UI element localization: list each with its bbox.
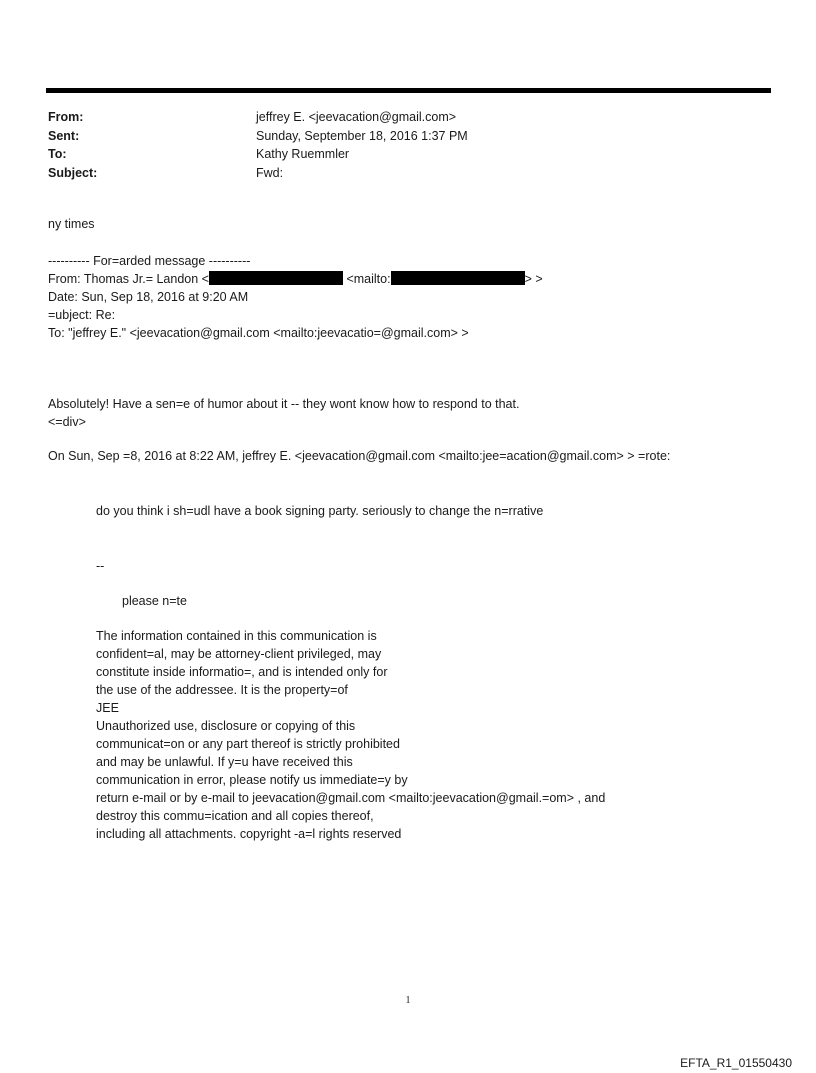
redaction-block bbox=[391, 271, 525, 285]
disclaimer-line: Unauthorized use, disclosure or copying of this bbox=[96, 719, 356, 733]
page-number: 1 bbox=[405, 995, 411, 1006]
subject-value: Fwd: bbox=[256, 165, 284, 180]
from-value: jeffrey E. <jeevacation@gmail.com> bbox=[256, 110, 457, 124]
redaction-block bbox=[209, 271, 343, 285]
disclaimer-line: constitute inside informatio=, and is intended only for bbox=[96, 665, 388, 679]
disclaimer-line: the use of the addressee. It is the property=of bbox=[96, 683, 348, 697]
forward-from-suffix: > > bbox=[524, 272, 543, 286]
forward-from-line bbox=[48, 270, 543, 288]
sent-label: Sent: bbox=[48, 128, 80, 143]
to-label: To: bbox=[48, 147, 67, 161]
disclaimer-line: communicat=on or any part thereof is strictly prohibited bbox=[96, 737, 400, 751]
forward-date-line: Date: Sun, Sep 18, 2016 at 9:20 AM bbox=[48, 290, 249, 304]
disclaimer-line: return e-mail or by e-mail to jeevacation@gmail.com <mailto:jeevacation@gmail.=om> , and bbox=[96, 791, 606, 805]
sent-value: Sunday, September 18, 2016 1:37 PM bbox=[256, 128, 468, 143]
to-value: Kathy Ruemmler bbox=[256, 147, 350, 161]
forward-banner: ---------- For=arded message ---------- bbox=[48, 254, 251, 268]
disclaimer-line: destroy this commu=ication and all copies thereof, bbox=[96, 809, 374, 823]
div-tag-text: <=div> bbox=[48, 415, 86, 429]
disclaimer-line: and may be unlawful. If y=u have received this bbox=[96, 755, 353, 769]
quoted-message: do you think i sh=udl have a book signing party. seriously to change the n=rrative bbox=[96, 504, 544, 518]
reply-text: Absolutely! Have a sen=e of humor about it -- they wont know how to respond to that. bbox=[48, 397, 520, 411]
header-rule bbox=[46, 88, 771, 93]
forward-from-mailto: <mailto: bbox=[346, 272, 391, 286]
quote-intro: On Sun, Sep =8, 2016 at 8:22 AM, jeffrey E. <jeevacation@gmail.com <mailto:jee=acation@gmail.com> > =rote: bbox=[48, 449, 671, 463]
from-label: From: bbox=[48, 110, 84, 124]
disclaimer-line: including all attachments. copyright -a=l rights reserved bbox=[96, 827, 402, 841]
forward-subject-line: =ubject: Re: bbox=[48, 308, 116, 322]
forward-to-line: To: "jeffrey E." <jeevacation@gmail.com <mailto:jeevacatio=@gmail.com> > bbox=[48, 326, 469, 340]
signature-separator: -- bbox=[96, 559, 105, 573]
intro-text: ny times bbox=[48, 217, 95, 231]
disclaimer-line: communication in error, please notify us immediate=y by bbox=[96, 773, 408, 787]
disclaimer-line: JEE bbox=[96, 701, 119, 715]
subject-label: Subject: bbox=[48, 165, 98, 180]
bates-number: EFTA_R1_01550430 bbox=[680, 1056, 792, 1070]
disclaimer-line: confident=al, may be attorney-client privileged, may bbox=[96, 647, 382, 661]
signature-note: please n=te bbox=[122, 594, 187, 608]
disclaimer-line: The information contained in this communication is bbox=[96, 629, 377, 643]
forward-from-prefix: From: Thomas Jr.= Landon < bbox=[48, 272, 209, 286]
